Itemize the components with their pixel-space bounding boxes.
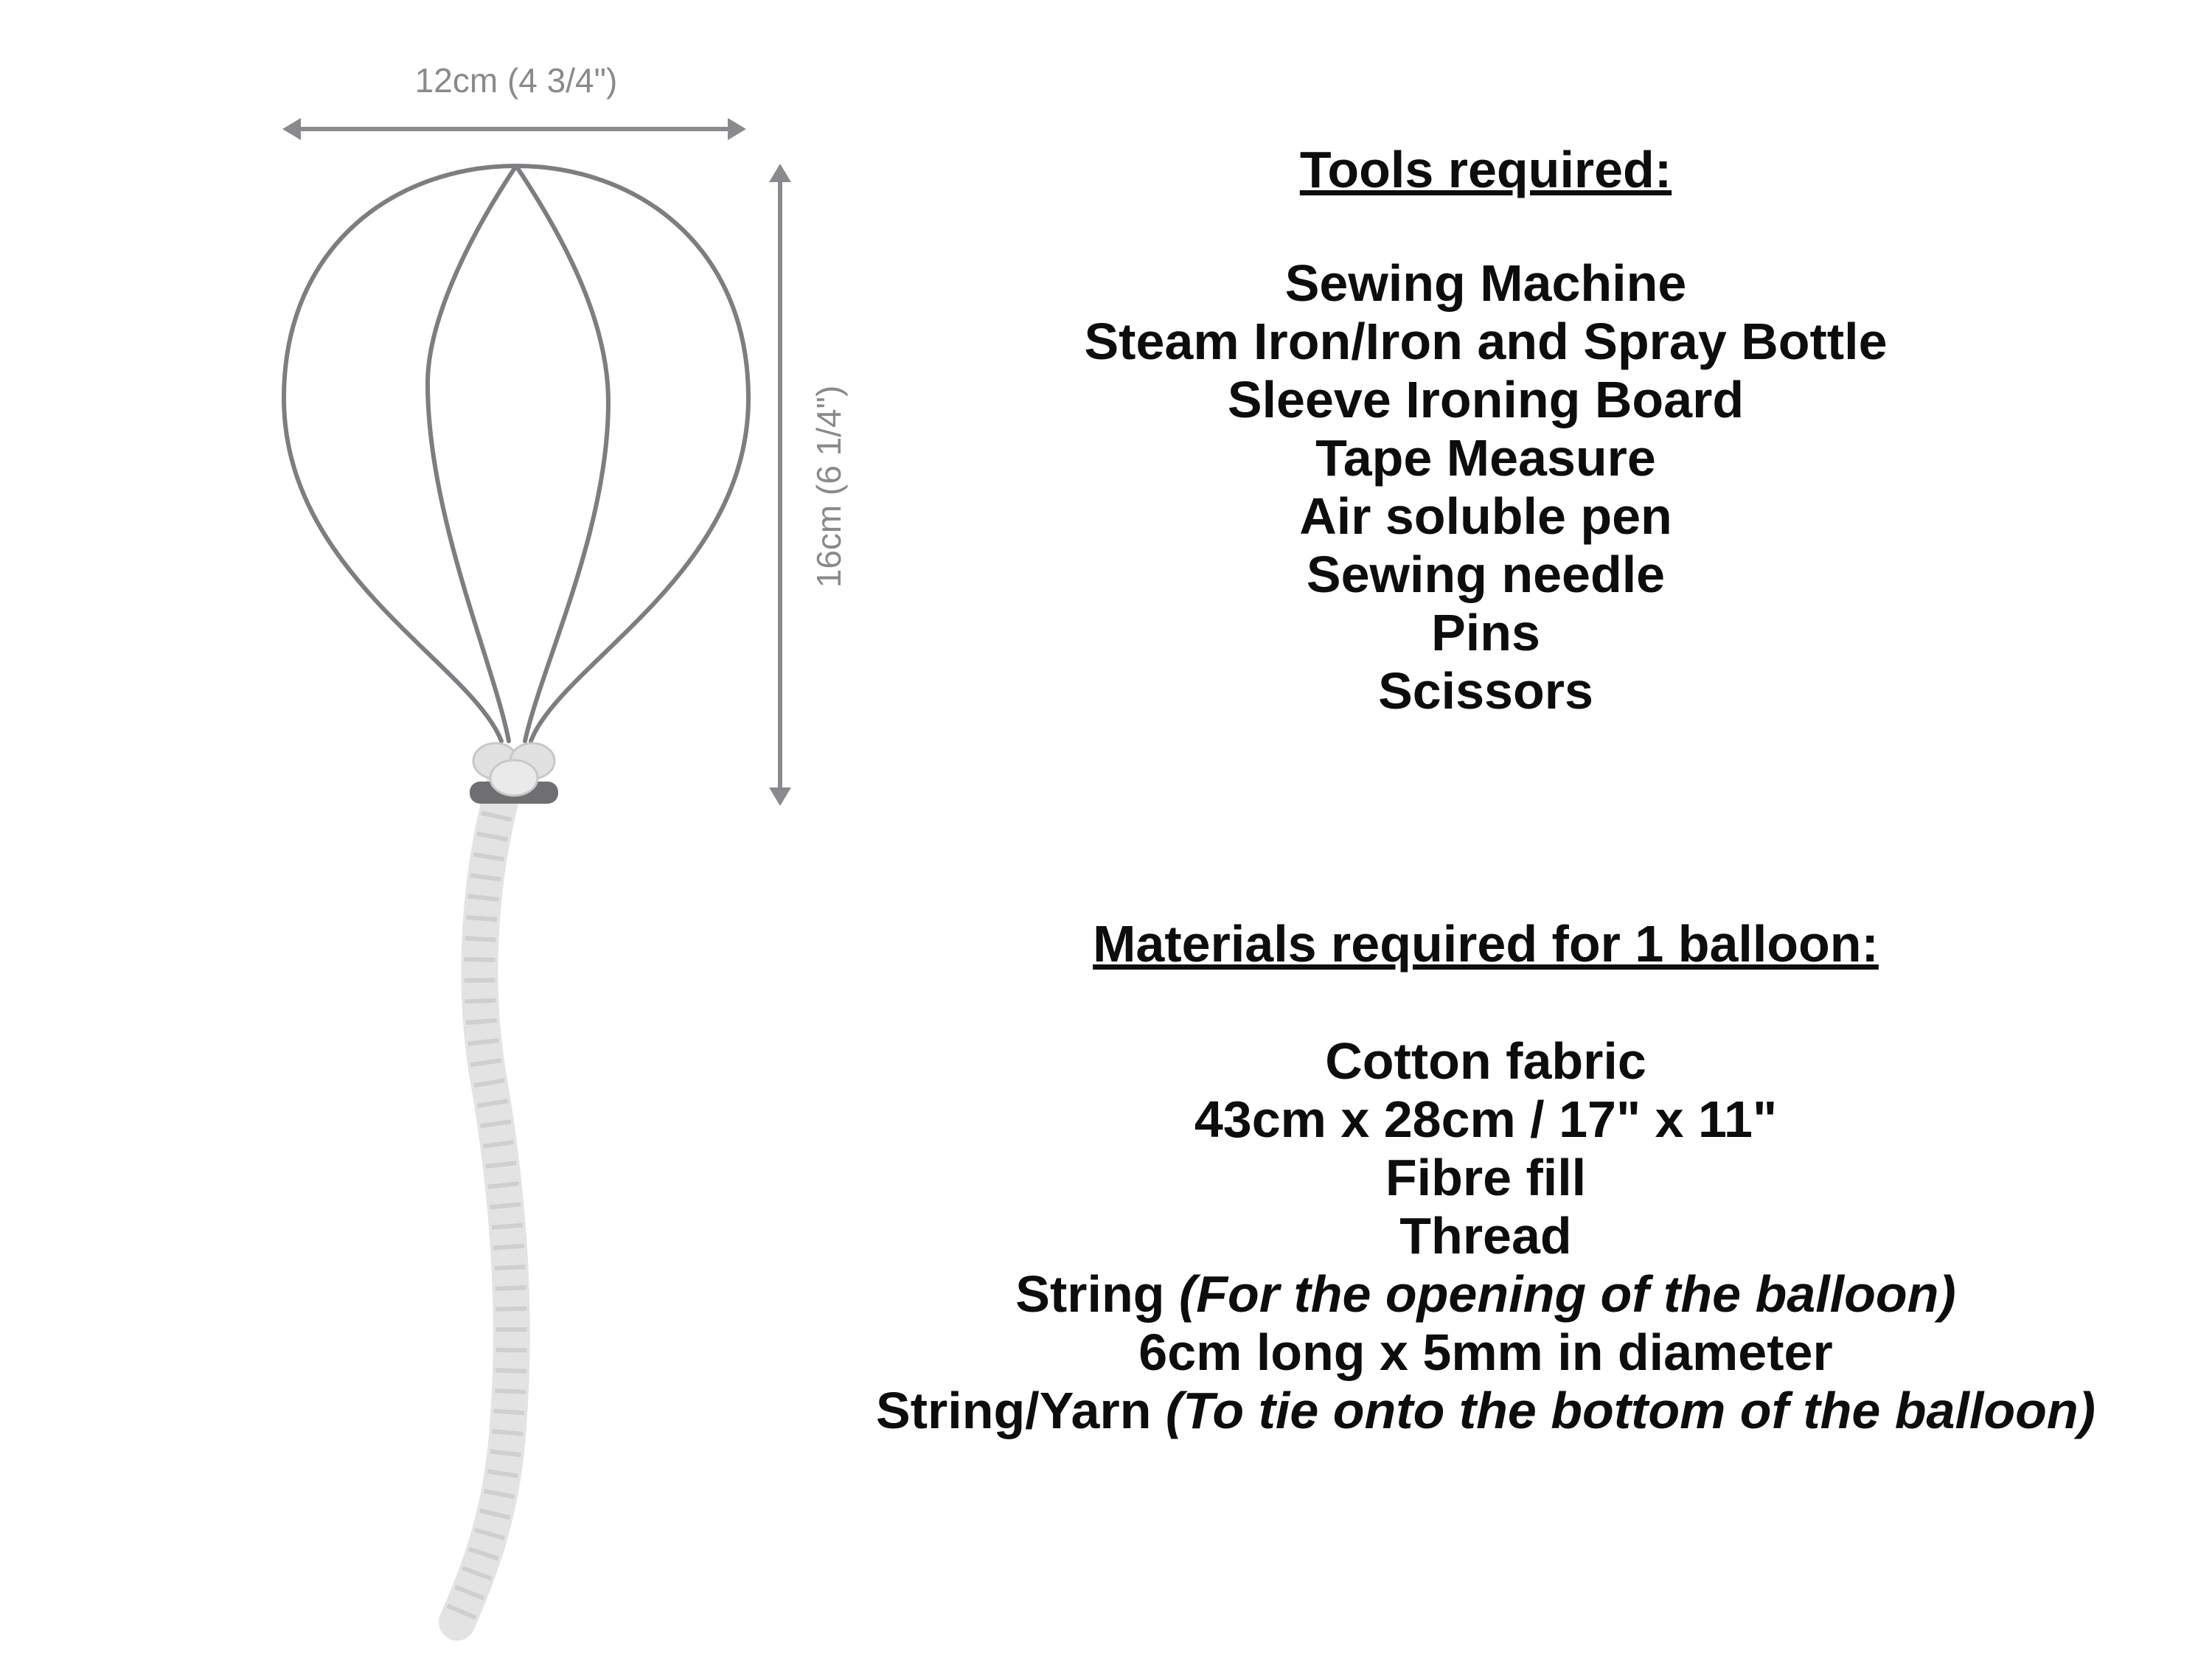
material-text: Cotton fabric (1325, 1032, 1646, 1090)
material-text: Thread (1399, 1207, 1572, 1265)
tool-item: Scissors (1378, 662, 1593, 720)
balloon-diagram (0, 0, 885, 1659)
material-item (811, 1207, 2160, 1265)
material-item (811, 1091, 2160, 1149)
material-item (811, 1149, 2160, 1207)
height-label: 16cm (6 1/4") (810, 385, 848, 588)
width-label: 12cm (4 3/4") (414, 61, 618, 100)
material-text: String (1015, 1265, 1179, 1323)
material-item (811, 1324, 2160, 1382)
balloon-knot (470, 743, 558, 804)
material-item (811, 1382, 2160, 1440)
materials-list (811, 1032, 2160, 1440)
tools-heading: Tools required: (1299, 141, 1672, 198)
material-note: (To tie onto the bottom of the balloon) (1165, 1382, 2096, 1439)
material-item (811, 1032, 2160, 1091)
balloon-outline (284, 166, 748, 741)
tool-item: Sewing needle (1306, 546, 1666, 603)
tool-item: Sewing Machine (1284, 254, 1687, 312)
material-note: (For the opening of the balloon) (1178, 1265, 1956, 1323)
tool-item: Air soluble pen (1299, 487, 1672, 545)
tools-list (811, 254, 2160, 720)
material-text: 6cm long x 5mm in diameter (1138, 1324, 1833, 1381)
width-dimension (282, 61, 746, 140)
material-item (811, 1265, 2160, 1324)
tool-item: Steam Iron/Iron and Spray Bottle (1084, 313, 1888, 370)
material-text: 43cm x 28cm / 17" x 11" (1194, 1091, 1778, 1148)
tool-item: Pins (1431, 604, 1540, 661)
tool-item: Sleeve Ironing Board (1227, 371, 1745, 428)
material-text: String/Yarn (876, 1382, 1166, 1439)
requirements-text (811, 0, 2160, 1659)
material-text: Fibre fill (1385, 1149, 1587, 1206)
materials-heading: Materials required for 1 balloon: (1093, 915, 1879, 973)
hanging-string (457, 774, 512, 1622)
tool-item: Tape Measure (1315, 429, 1656, 487)
